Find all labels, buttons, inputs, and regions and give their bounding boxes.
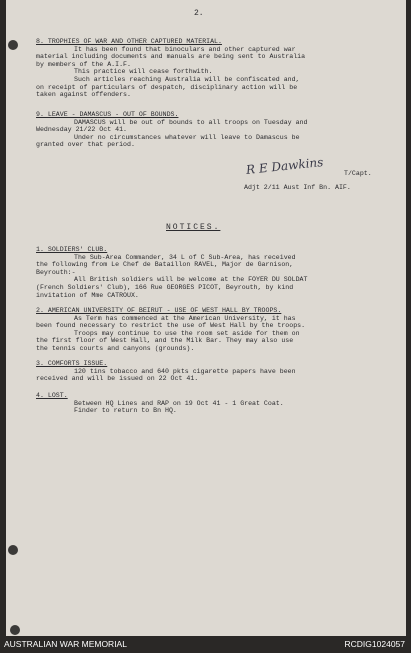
text-line: the first floor of West Hall, and the Milk Bar. They may also use [36, 337, 294, 345]
text-line: DAMASCUS will be out of bounds to all troops on Tuesday and [74, 118, 308, 126]
section-heading: 9. LEAVE - DAMASCUS - OUT OF BOUNDS. [36, 111, 179, 118]
text-line: granted over that period. [36, 141, 135, 149]
text-line: the tennis courts and canyons (grounds). [36, 344, 195, 352]
document-page [6, 0, 406, 636]
notice-heading: 1. SOLDIERS' CLUB. [36, 246, 108, 253]
text-line: Wednesday 21/22 Oct 41. [36, 126, 128, 134]
notices-heading: NOTICES. [166, 223, 221, 232]
text-line: received and will be issued on 22 Oct 41. [36, 375, 199, 383]
notice-heading: 4. LOST. [36, 392, 68, 399]
text-line: Beyrouth:- [36, 268, 76, 276]
text-line: (French Soldiers' Club), 166 Rue GEORGES PICOT, Beyrouth, by kind [36, 283, 294, 291]
notice-comforts-issue [36, 360, 384, 383]
text-line: been found necessary to restrict the use of West Hall by the troops. [36, 322, 306, 330]
notice-heading: 3. COMFORTS ISSUE. [36, 360, 108, 367]
text-line: the following from Le Chef de Bataillon RAVEL, Major de Garnison, [36, 261, 294, 269]
punch-hole [8, 545, 18, 555]
text-line: Such articles reaching Australia will be confiscated and, [74, 75, 300, 83]
footer-institution: AUSTRALIAN WAR MEMORIAL [4, 639, 127, 649]
handwritten-signature: R E Dawkins [245, 154, 324, 178]
text-line: material including documents and manuals are being sent to Australia [36, 53, 306, 61]
text-line: on receipt of particulars of despatch, disciplinary action will be [36, 83, 298, 91]
section-heading: 8. TROPHIES OF WAR AND OTHER CAPTURED MATERIAL. [36, 38, 222, 45]
text-line: Between HQ Lines and RAP on 19 Oct 41 - 1 Great Coat. [74, 399, 284, 407]
text-line: Under no circumstances whatever will leave to Damascus be [74, 133, 300, 141]
notice-lost [36, 392, 384, 415]
footer-record-id: RCDIG1024057 [344, 639, 405, 649]
text-line: It has been found that binoculars and other captured war [74, 45, 296, 53]
text-line: As Term has commenced at the American University, it has [74, 314, 296, 322]
text-line: This practice will cease forthwith. [74, 68, 213, 76]
notice-heading: 2. AMERICAN UNIVERSITY OF BEIRUT - USE OF WEST HALL BY TROOPS. [36, 307, 282, 314]
text-line: Finder to return to Bn HQ. [74, 407, 177, 415]
text-line: All British soldiers will be welcome at the FOYER DU SOLDAT [74, 276, 308, 284]
section-trophies [36, 38, 384, 99]
text-line: invitation of Mme CATROUX. [36, 291, 139, 299]
text-line: The Sub-Area Commander, 34 L of C Sub-Area, has received [74, 253, 296, 261]
text-line: Troops may continue to use the room set aside for them on [74, 329, 300, 337]
signature-rank: T/Capt. [344, 170, 372, 177]
text-line: by members of the A.I.F. [36, 60, 131, 68]
signature-unit: Adjt 2/11 Aust Inf Bn. AIF. [244, 184, 351, 191]
punch-hole [10, 625, 20, 635]
notice-soldiers-club [36, 246, 384, 299]
notice-american-university [36, 307, 384, 353]
section-leave-damascus [36, 111, 384, 149]
punch-hole [8, 40, 18, 50]
page-number: 2. [194, 9, 204, 18]
text-line: 120 tins tobacco and 640 pkts cigarette papers have been [74, 367, 296, 375]
archive-footer [0, 636, 411, 653]
text-line: taken against offenders. [36, 91, 131, 99]
